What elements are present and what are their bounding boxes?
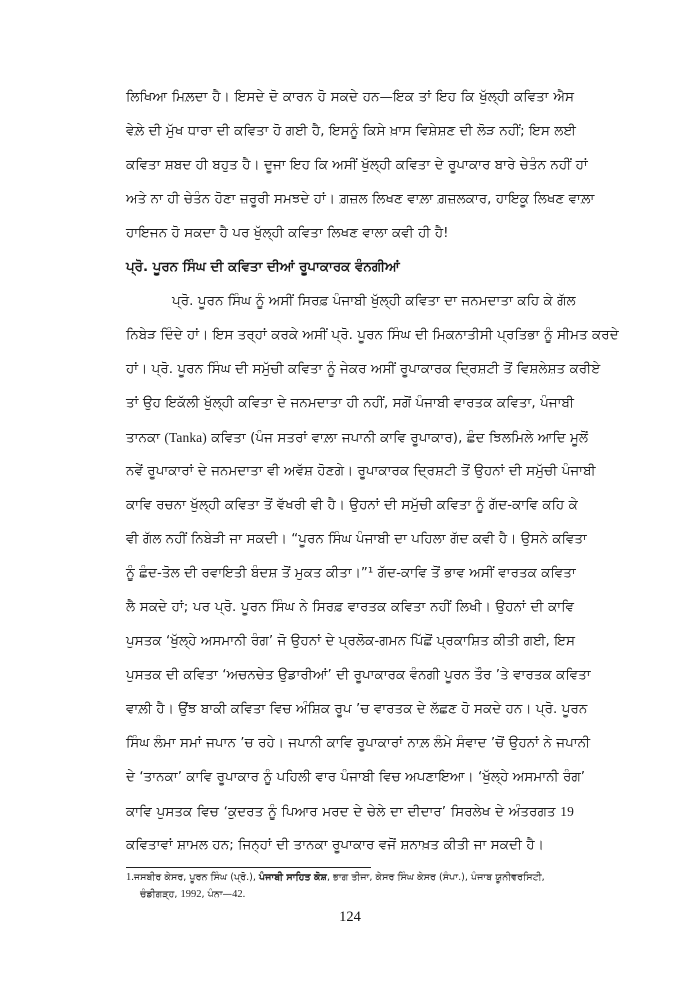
paragraph-2-line-1: ਪ੍ਰੋ. ਪੂਰਨ ਸਿੰਘ ਨੂੰ ਅਸੀਂ ਸਿਰਫ਼ ਪੰਜਾਬੀ ਖੁੱਲ੍ਹੀ ਕਵਿਤਾ ਦਾ ਜਨਮਦਾਤਾ ਕਹਿ ਕੇ ਗੱਲ — [172, 294, 576, 309]
line-text-after: ਕਵਿਤਾ (ਪੰਜ ਸਤਰਾਂ ਵਾਲ਼ਾ ਜਪਾਨੀ ਕਾਵਿ ਰੂਪਾਕਾਰ), ਛੰਦ ਝਿਲਮਿਲੇ ਆਦਿ ਮੂਲੋਂ — [206, 431, 589, 446]
footnote-page-label: , ਪੰਨਾ— — [201, 889, 233, 900]
paragraph-2-line-16 — [126, 802, 574, 823]
paragraph-2-line-12: ਪੁਸਤਕ ਦੀ ਕਵਿਤਾ ‘ਅਚਨਚੇਤ ਉਡਾਰੀਆਂ’ ਦੀ ਰੂਪਾਕਾਰਕ ਵੰਨਗੀ ਪੂਰਨ ਤੌਰ ’ਤੇ ਵਾਰਤਕ ਕਵਿਤਾ — [126, 668, 591, 683]
page-number: 124 — [339, 909, 361, 925]
paragraph-2-line-10: ਲੈ ਸਕਦੇ ਹਾਂ; ਪਰ ਪ੍ਰੋ. ਪੂਰਨ ਸਿੰਘ ਨੇ ਸਿਰਫ਼ ਵਾਰਤਕ ਕਵਿਤਾ ਨਹੀਂ ਲਿਖੀ। ਉਹਨਾਂ ਦੀ ਕਾਵਿ — [126, 600, 574, 615]
paragraph-2-line-11: ਪੁਸਤਕ ‘ਖੁੱਲ੍ਹੇ ਅਸਮਾਨੀ ਰੰਗ’ ਜੋ ਉਹਨਾਂ ਦੇ ਪ੍ਰਲੋਕ-ਗਮਨ ਪਿੱਛੋਂ ਪ੍ਰਕਾਸ਼ਿਤ ਕੀਤੀ ਗਈ, ਇਸ — [126, 634, 575, 649]
footnote-year: 1992 — [180, 889, 202, 900]
paragraph-2-line-7: ਕਾਵਿ ਰਚਨਾ ਖੁੱਲ੍ਹੀ ਕਵਿਤਾ ਤੋਂ ਵੱਖਰੀ ਵੀ ਹੈ। ਉਹਨਾਂ ਦੀ ਸਮੁੱਚੀ ਕਵਿਤਾ ਨੂੰ ਗੱਦ-ਕਾਵਿ ਕਹਿ ਕੇ — [126, 498, 578, 513]
paragraph-2-line-15: ਦੇ ‘ਤਾਨਕਾ’ ਕਾਵਿ ਰੂਪਾਕਾਰ ਨੂੰ ਪਹਿਲੀ ਵਾਰ ਪੰਜਾਬੀ ਵਿਚ ਅਪਣਾਇਆ। ‘ਖੁੱਲ੍ਹੇ ਅਸਮਾਨੀ ਰੰਗ’ — [126, 770, 586, 785]
paragraph-2-line-5 — [126, 428, 589, 449]
paragraph-1-line-5: ਹਾਇਜਨ ਹੋ ਸਕਦਾ ਹੈ ਪਰ ਖੁੱਲ੍ਹੀ ਕਵਿਤਾ ਲਿਖਣ ਵਾਲਾ ਕਵੀ ਹੀ ਹੈ! — [126, 226, 449, 241]
footnote-line-2 — [140, 888, 600, 902]
paragraph-2-line-17: ਕਵਿਤਾਵਾਂ ਸ਼ਾਮਲ ਹਨ; ਜਿਨ੍ਹਾਂ ਦੀ ਤਾਨਕਾ ਰੂਪਾਕਾਰ ਵਜੋਂ ਸ਼ਨਾਖ਼ਤ ਕੀਤੀ ਜਾ ਸਕਦੀ ਹੈ। — [126, 838, 544, 853]
footnote-line-1 — [126, 871, 586, 885]
footnote-number: 1. — [126, 872, 134, 883]
paragraph-2-line-3: ਹਾਂ। ਪ੍ਰੋ. ਪੂਰਨ ਸਿੰਘ ਦੀ ਸਮੁੱਚੀ ਕਵਿਤਾ ਨੂੰ ਜੇਕਰ ਅਸੀਂ ਰੂਪਾਕਾਰਕ ਦ੍ਰਿਸ਼ਟੀ ਤੋਂ ਵਿਸ਼ਲੇਸ਼ਤ ਕਰੀਏ — [126, 362, 601, 377]
footnote-separator — [126, 867, 371, 868]
paragraph-2-line-2: ਨਿਬੇੜ ਦਿੰਦੇ ਹਾਂ। ਇਸ ਤਰ੍ਹਾਂ ਕਰਕੇ ਅਸੀਂ ਪ੍ਰੋ. ਪੂਰਨ ਸਿੰਘ ਦੀ ਮਿਕਨਾਤੀਸੀ ਪ੍ਰਤਿਭਾ ਨੂੰ ਸੀਮਤ ਕਰਦੇ — [126, 328, 619, 343]
paragraph-2-line-13: ਵਾਲ਼ੀ ਹੈ। ਉਂਝ ਬਾਕੀ ਕਵਿਤਾ ਵਿਚ ਅੰਸ਼ਿਕ ਰੂਪ ’ਚ ਵਾਰਤਕ ਦੇ ਲੱਛਣ ਹੋ ਸਕਦੇ ਹਨ। ਪ੍ਰੋ. ਪੂਰਨ — [126, 702, 588, 717]
footnote-details: , ਭਾਗ ਤੀਜਾ, ਕੇਸਰ ਸਿੰਘ ਕੇਸਰ (ਸੰਪਾ.), ਪੰਜਾਬ ਯੂਨੀਵਰਸਿਟੀ, — [326, 872, 545, 883]
section-heading: ਪ੍ਰੋ. ਪੂਰਨ ਸਿੰਘ ਦੀ ਕਵਿਤਾ ਦੀਆਂ ਰੂਪਾਕਾਰਕ ਵੰਨਗੀਆਂ — [126, 260, 400, 275]
paragraph-2-line-8: ਵੀ ਗੱਲ ਨਹੀਂ ਨਿਬੇੜੀ ਜਾ ਸਕਦੀ। “ਪੂਰਨ ਸਿੰਘ ਪੰਜਾਬੀ ਦਾ ਪਹਿਲਾ ਗੱਦ ਕਵੀ ਹੈ। ਉਸਨੇ ਕਵਿਤਾ — [126, 532, 587, 547]
paragraph-2-line-9: ਨੂੰ ਛੰਦ-ਤੋਲ ਦੀ ਰਵਾਇਤੀ ਬੰਦਸ਼ ਤੋਂ ਮੁਕਤ ਕੀਤਾ।”¹ ਗੱਦ-ਕਾਵਿ ਤੋਂ ਭਾਵ ਅਸੀਂ ਵਾਰਤਕ ਕਵਿਤਾ — [126, 566, 576, 581]
paragraph-1-line-4: ਅਤੇ ਨਾ ਹੀ ਚੇਤੰਨ ਹੋਣਾ ਜ਼ਰੂਰੀ ਸਮਝਦੇ ਹਾਂ। ਗ਼ਜ਼ਲ ਲਿਖਣ ਵਾਲ਼ਾ ਗ਼ਜ਼ਲਕਾਰ, ਹਾਇਕੂ ਲਿਖਣ ਵਾਲ਼ਾ — [126, 192, 595, 207]
english-term-tanka: (Tanka) — [164, 430, 207, 445]
footnote-place: ਚੰਡੀਗੜ੍ਹ, — [140, 889, 181, 900]
paragraph-1-line-3: ਕਵਿਤਾ ਸ਼ਬਦ ਹੀ ਬਹੁਤ ਹੈ। ਦੂਜਾ ਇਹ ਕਿ ਅਸੀਂ ਖੁੱਲ੍ਹੀ ਕਵਿਤਾ ਦੇ ਰੂਪਾਕਾਰ ਬਾਰੇ ਚੇਤੰਨ ਨਹੀਂ ਹਾਂ — [126, 158, 588, 173]
poem-count: 19 — [560, 804, 574, 819]
paragraph-2-line-6: ਨਵੇਂ ਰੂਪਾਕਾਰਾਂ ਦੇ ਜਨਮਦਾਤਾ ਵੀ ਅਵੱਸ਼ ਹੋਣਗੇ। ਰੂਪਾਕਾਰਕ ਦ੍ਰਿਸ਼ਟੀ ਤੋਂ ਉਹਨਾਂ ਦੀ ਸਮੁੱਚੀ ਪੰਜਾਬੀ — [126, 464, 596, 479]
paragraph-1-line-2: ਵੇਲ਼ੇ ਦੀ ਮੁੱਖ ਧਾਰਾ ਦੀ ਕਵਿਤਾ ਹੋ ਗਈ ਹੈ, ਇਸਨੂੰ ਕਿਸੇ ਖ਼ਾਸ ਵਿਸ਼ੇਸ਼ਣ ਦੀ ਲੋੜ ਨਹੀਂ; ਇਸ ਲਈ — [126, 124, 576, 139]
paragraph-2-line-4: ਤਾਂ ਉਹ ਇਕੱਲੀ ਖੁੱਲ੍ਹੀ ਕਵਿਤਾ ਦੇ ਜਨਮਦਾਤਾ ਹੀ ਨਹੀਂ, ਸਗੋਂ ਪੰਜਾਬੀ ਵਾਰਤਕ ਕਵਿਤਾ, ਪੰਜਾਬੀ — [126, 396, 574, 411]
footnote-book-title: ਪੰਜਾਬੀ ਸਾਹਿਤ ਕੋਸ਼ — [259, 872, 327, 883]
line-text-before: ਕਾਵਿ ਪੁਸਤਕ ਵਿਚ ‘ਕੁਦਰਤ ਨੂੰ ਪਿਆਰ ਮਰਦ ਦੇ ਚੇਲੇ ਦਾ ਦੀਦਾਰ’ ਸਿਰਲੇਖ ਦੇ ਅੰਤਰਗਤ — [126, 805, 561, 820]
paragraph-1-line-1: ਲਿਖਿਆ ਮਿਲ਼ਦਾ ਹੈ। ਇਸਦੇ ਦੋ ਕਾਰਨ ਹੋ ਸਕਦੇ ਹਨ—ਇਕ ਤਾਂ ਇਹ ਕਿ ਖੁੱਲ੍ਹੀ ਕਵਿਤਾ ਐਸ — [126, 90, 574, 105]
paragraph-2-line-14: ਸਿੰਘ ਲੰਮਾ ਸਮਾਂ ਜਪਾਨ ’ਚ ਰਹੇ। ਜਪਾਨੀ ਕਾਵਿ ਰੂਪਾਕਾਰਾਂ ਨਾਲ਼ ਲੰਮੇ ਸੰਵਾਦ ’ਚੋਂ ਉਹਨਾਂ ਨੇ ਜਪਾਨੀ — [126, 736, 591, 751]
footnote-author: ਜਸਬੀਰ ਕੇਸਰ, ਪੂਰਨ ਸਿੰਘ (ਪ੍ਰੋ.), — [133, 872, 259, 883]
footnote-page: 42. — [232, 889, 246, 900]
line-text-before: ਤਾਨਕਾ — [126, 431, 165, 446]
